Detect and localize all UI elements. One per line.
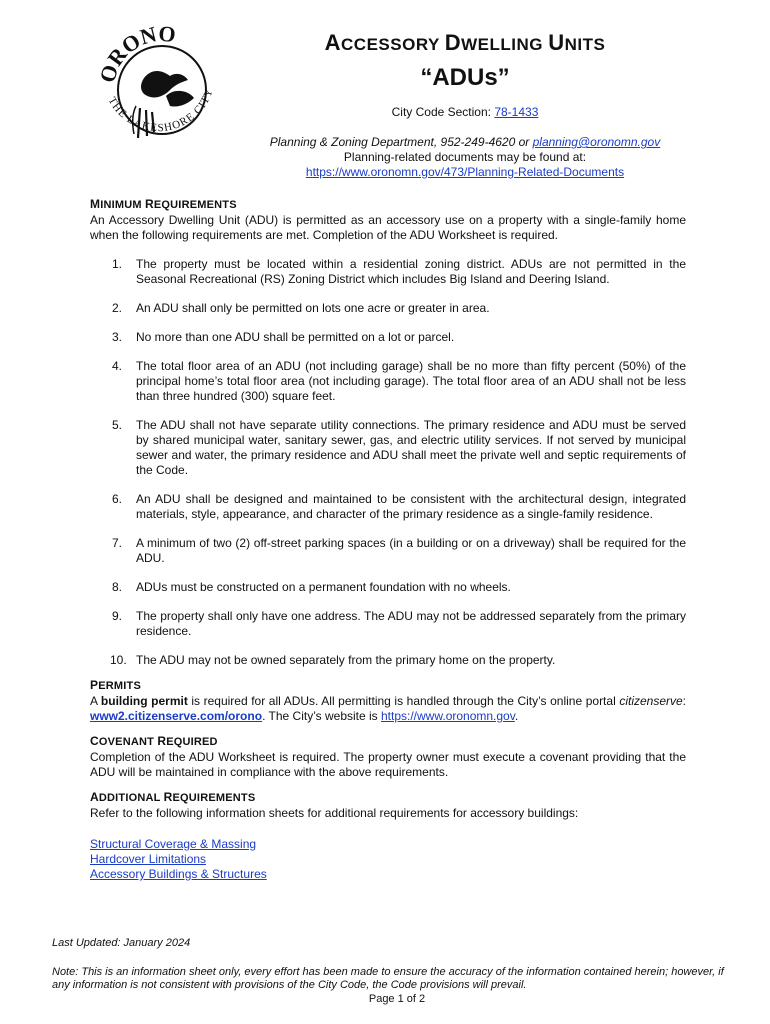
planning-documents-link[interactable]: https://www.oronomn.gov/473/Planning-Related-Documents [305, 165, 625, 179]
document-footer [52, 937, 742, 1006]
list-item: 7. A minimum of two (2) off-street parking spaces (in a building or on a driveway) shall be required for the ADU. [112, 536, 686, 565]
logo-top-text: ORONO [94, 20, 177, 86]
list-item: 2. An ADU shall only be permitted on lots one acre or greater in area. [112, 301, 490, 315]
structural-coverage-link[interactable]: Structural Coverage & Massing [90, 837, 257, 851]
document-body [90, 197, 686, 882]
city-code-link[interactable]: 78-1433 [494, 105, 539, 119]
list-item: 5. The ADU shall not have separate utility connections. The primary residence and ADU must be served by shared municipal water, sanitary sewer, gas, and electric utility services. If not served by municipal sewer and water, the primary residence and ADU shall meet the private well and septic requirements of the Code. [112, 418, 686, 477]
minimum-requirements-intro: An Accessory Dwelling Unit (ADU) is permitted as an accessory use on a property with a single-family home when the following requirements are met. Completion of the ADU Worksheet is required. [90, 213, 686, 242]
orono-city-logo [92, 18, 224, 158]
orono-seal-icon [92, 18, 224, 158]
list-item: 1. The property must be located within a residential zoning district. ADUs are not permitted in the Seasonal Recreational (RS) Zoning District which includes Big Island and Deering Island. [112, 257, 686, 286]
covenant-text: Completion of the ADU Worksheet is required. The property owner must execute a covenant providing that the ADU will be maintained in compliance with the above requirements. [90, 750, 686, 779]
list-item: 6. An ADU shall be designed and maintained to be consistent with the architectural design, integrated materials, style, appearance, and character of the primary residence as a single-family residence. [112, 492, 686, 521]
disclaimer-note: Note: This is an information sheet only, every effort has been made to ensure the accuracy of the information contained herein; however, if any information is not consistent with provisions of the City Code, the Code provisions will prevail. [52, 966, 724, 991]
page-number: Page 1 of 2 [368, 993, 426, 1005]
city-code-line: City Code Section: 78-1433 [391, 105, 539, 119]
department-contact-line: Planning & Zoning Department, 952-249-4620 or planning@oronomn.gov [269, 135, 661, 149]
minimum-requirements-heading: MINIMUM REQUIREMENTS [90, 197, 237, 211]
hardcover-limitations-link[interactable]: Hardcover Limitations [90, 852, 207, 866]
documents-line [240, 165, 690, 180]
documents-label: Planning-related documents may be found at: [343, 150, 587, 164]
list-item: 8. ADUs must be constructed on a permanent foundation with no wheels. [112, 580, 511, 594]
permits-text: A building permit is required for all ADUs. All permitting is handled through the City’s online portal citizenserve: www2.citizenserve.com/orono. The City’s website is https://www.oronomn.gov. [90, 694, 687, 723]
additional-requirements-heading: ADDITIONAL REQUIREMENTS [90, 790, 256, 804]
document-header [240, 28, 690, 180]
additional-requirements-text: Refer to the following information sheets for additional requirements for accessory buildings: [90, 806, 579, 820]
permits-heading: PERMITS [90, 678, 141, 692]
info-sheet-links [90, 837, 686, 882]
planning-email-link[interactable]: planning@oronomn.gov [532, 135, 661, 149]
list-item: 4. The total floor area of an ADU (not including garage) shall be no more than fifty percent (50%) of the principal home’s total floor area (not including garage). The total floor area of an ADU shall not be less than three hundred (300) square feet. [112, 359, 686, 403]
city-website-link[interactable]: https://www.oronomn.gov [381, 709, 515, 723]
requirements-list [90, 257, 686, 668]
last-updated: Last Updated: January 2024 [52, 937, 191, 949]
covenant-required-heading: COVENANT REQUIRED [90, 734, 218, 748]
accessory-buildings-link[interactable]: Accessory Buildings & Structures [90, 867, 267, 881]
logo-bottom-text: THE LAKESHORE CITY [105, 86, 216, 135]
document-title: ACCESSORY DWELLING UNITS [324, 30, 606, 55]
list-item: 10. The ADU may not be owned separately from the primary home on the property. [110, 653, 556, 667]
list-item: 9. The property shall only have one address. The ADU may not be addressed separately from the primary residence. [112, 609, 686, 638]
citizenserve-portal-link[interactable]: www2.citizenserve.com/orono [90, 709, 263, 723]
document-subtitle: “ADUs” [420, 64, 510, 91]
list-item: 3. No more than one ADU shall be permitted on a lot or parcel. [112, 330, 455, 344]
